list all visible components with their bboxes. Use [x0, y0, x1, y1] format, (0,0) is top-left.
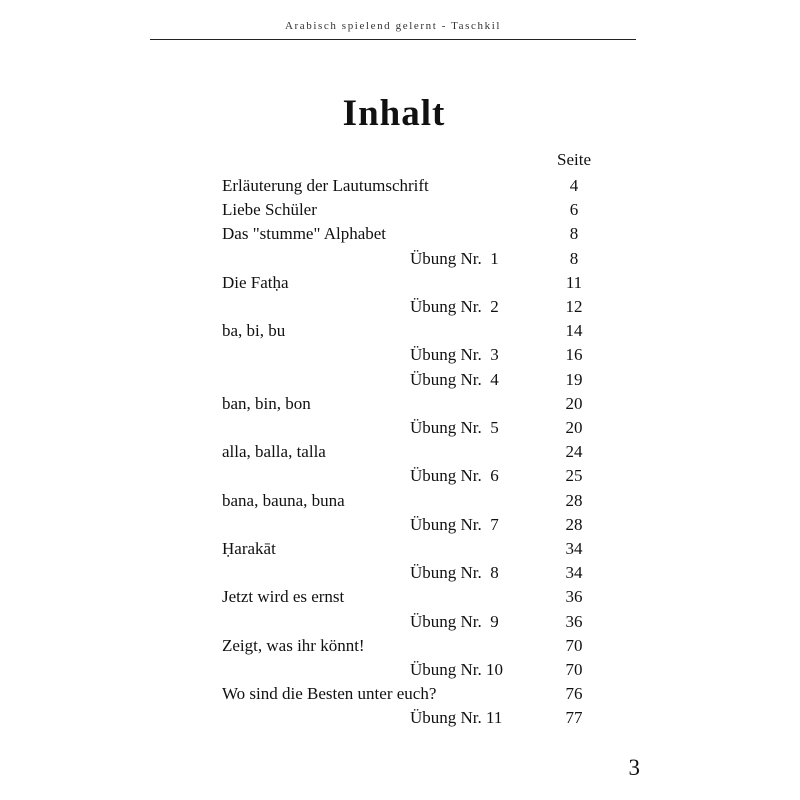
toc-entry-page: 12: [565, 297, 583, 316]
toc-entry-title: Übung Nr. 11: [410, 708, 503, 728]
running-header: Arabisch spielend gelernt - Taschkil: [284, 20, 502, 32]
toc-entry-title: alla, balla, talla: [222, 442, 326, 462]
page-column-heading: Seite: [557, 150, 591, 169]
toc-entry-title: ba, bi, bu: [222, 321, 286, 341]
toc-entry-title: Übung Nr. 6: [410, 466, 499, 486]
toc-entry-title: Liebe Schüler: [222, 200, 317, 220]
toc-entry-page: 34: [565, 539, 583, 558]
toc-entry-title: Zeigt, was ihr könnt!: [222, 635, 365, 655]
toc-entry-page: 34: [565, 563, 583, 583]
toc-entry-page: 11: [565, 272, 583, 292]
toc-entry-title: Übung Nr. 5: [410, 418, 499, 437]
toc-entry-page: 36: [565, 587, 583, 607]
toc-entry-page: 6: [569, 200, 579, 220]
toc-entry-page: 8: [569, 224, 579, 244]
toc-entry-title: Das "stumme" Alphabet: [222, 224, 387, 244]
toc-entry-page: 76: [565, 684, 583, 704]
toc-entry-title: Die Fatḥa: [222, 272, 289, 292]
toc-entry-title: Erläuterung der Lautumschrift: [222, 176, 429, 195]
toc-entry-page: 70: [565, 660, 583, 679]
toc-entry-title: Übung Nr. 4: [410, 369, 499, 389]
toc-entry-page: 14: [565, 321, 583, 341]
toc-entry-title: Übung Nr. 7: [410, 514, 499, 534]
page-title: Inhalt: [342, 93, 446, 134]
toc-entry-title: Wo sind die Besten unter euch?: [222, 684, 437, 704]
toc-entry-title: Übung Nr. 3: [410, 345, 499, 365]
toc-entry-page: 16: [565, 345, 583, 365]
toc-entry-title: Jetzt wird es ernst: [222, 587, 345, 607]
toc-entry-title: Ḥarakāt: [222, 539, 276, 558]
toc-entry-page: 36: [565, 611, 583, 631]
toc-entry-page: 4: [569, 176, 579, 195]
toc-entry-title: ban, bin, bon: [222, 393, 311, 413]
toc-entry-title: Übung Nr. 10: [410, 660, 504, 679]
toc-entry-page: 70: [565, 635, 583, 655]
toc-entry-title: Übung Nr. 9: [410, 611, 499, 631]
toc-entry-page: 19: [565, 369, 583, 389]
toc-entry-page: 77: [565, 708, 583, 728]
toc-entry-title: Übung Nr. 2: [410, 297, 499, 316]
toc-entry-page: 20: [565, 418, 583, 437]
toc-entry-title: bana, bauna, buna: [222, 490, 345, 510]
toc-entry-title: Übung Nr. 8: [410, 563, 499, 583]
toc-entry-page: 8: [569, 248, 579, 268]
toc-entry-page: 24: [565, 442, 583, 462]
toc-entry-page: 25: [565, 466, 583, 486]
page-number: 3: [628, 755, 640, 780]
toc-entry-page: 28: [565, 490, 583, 510]
toc-entry-title: Übung Nr. 1: [410, 248, 499, 268]
toc-entry-page: 20: [565, 393, 583, 413]
toc-entry-page: 28: [565, 514, 583, 534]
